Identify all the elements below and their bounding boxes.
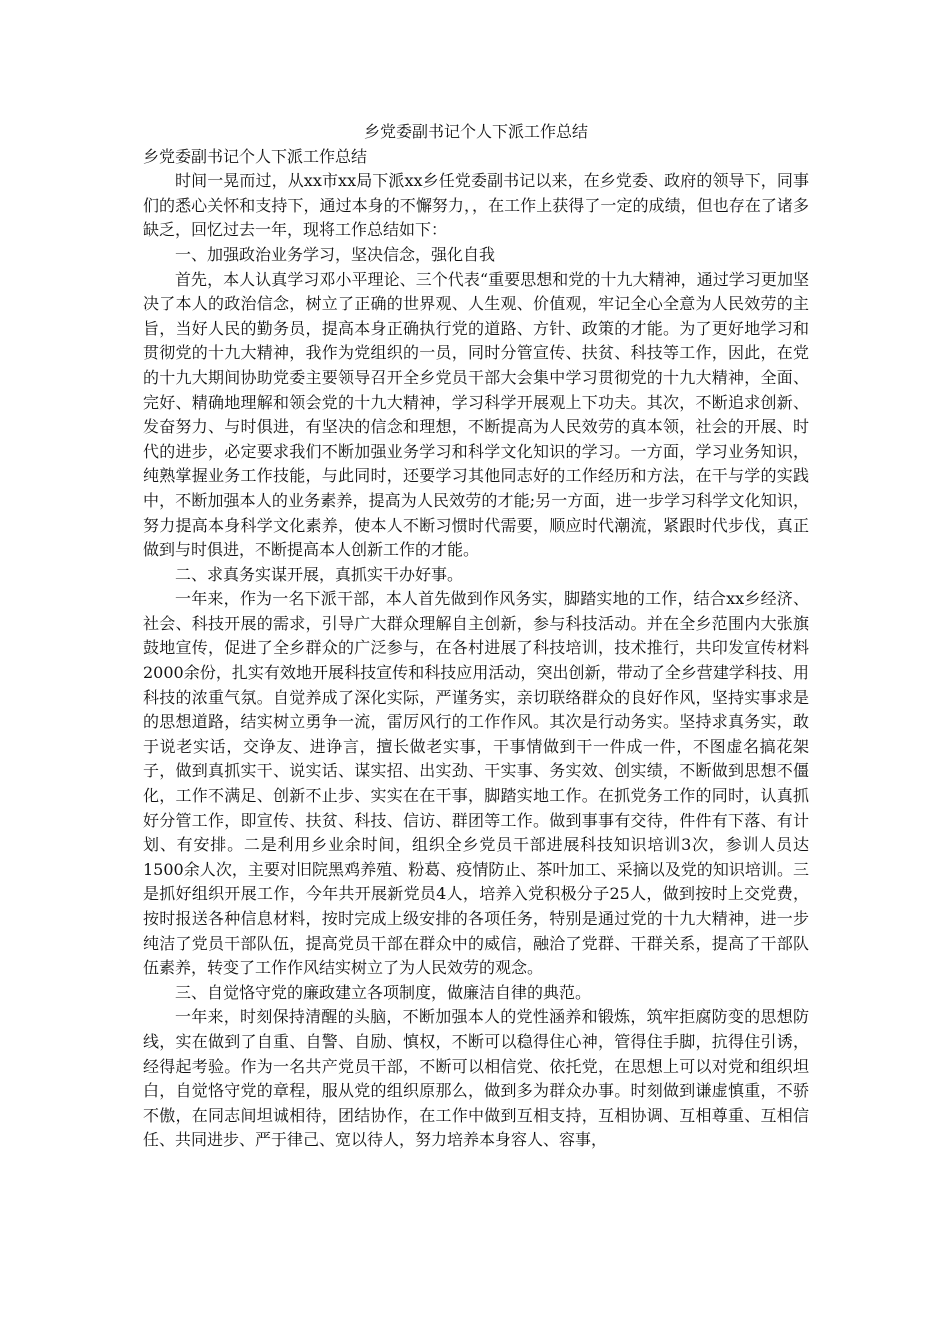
section-3-heading: 三、自觉恪守党的廉政建立各项制度，做廉洁自律的典范。 <box>175 982 592 1002</box>
document-subtitle: 乡党委副书记个人下派工作总结 <box>143 146 368 166</box>
section-2-heading: 二、求真务实谋开展，真抓实干办好事。 <box>175 564 464 584</box>
section-3-paragraph: 一年来，时刻保持清醒的头脑，不断加强本人的党性涵养和锻炼，筑牢拒腐防变的思想防线，实在做到了自重、自警、自励、慎权，不断可以稳得住心神，管得住手脚，抗得住引诱，经得起考验。作为一名共产党员干部，不断可以相信党、依托党，在思想上可以对党和组织坦白，自觉恪守党的章程，服从党的组织原那么，做到多为群众办事。时刻做到谦虚慎重，不骄不傲，在同志间坦诚相待，团结协作，在工作中做到互相支持，互相协调、互相尊重、互相信任、共同进步、严于律己、宽以待人，努力培养本身容人、容事， <box>143 1007 809 1150</box>
section-1-paragraph: 首先，本人认真学习邓小平理论、三个代表“重要思想和党的十九大精神，通过学习更加坚决了本人的政治信念，树立了正确的世界观、人生观、价值观，牢记全心全意为人民效劳的主旨，当好人民的勤务员，提高本身正确执行党的道路、方针、政策的才能。为了更好地学习和贯彻党的十九大精神，我作为党组织的一员，同时分管宣传、扶贫、科技等工作，因此，在党的十九大期间协助党委主要领导召开全乡党员干部大会集中学习贯彻党的十九大精神，全面、完好、精确地理解和领会党的十九大精神，学习科学开展观上下功夫。其次，不断追求创新、发奋努力、与时俱进，有坚决的信念和理想，不断提高为人民效劳的真本领，社会的开展、时代的进步，必定要求我们不断加强业务学习和科学文化知识的学习。一方面，学习业务知识，纯熟掌握业务工作技能，与此同时，还要学习其他同志好的工作经历和方法，在干与学的实践中，不断加强本人的业务素养，提高为人民效劳的才能;另一方面，进一步学习科学文化知识，努力提高本身科学文化素养，使本人不断习惯时代需要，顺应时代潮流，紧跟时代步伐，真正做到与时俱进，不断提高本人创新工作的才能。 <box>143 269 809 560</box>
document-title: 乡党委副书记个人下派工作总结 <box>363 122 588 141</box>
section-1-heading: 一、加强政治业务学习，坚决信念，强化自我 <box>175 244 496 264</box>
section-2-paragraph: 一年来，作为一名下派干部，本人首先做到作风务实，脚踏实地的工作，结合xx乡经济、社会、科技开展的需求，引导广大群众理解自主创新，参与科技活动。并在全乡范围内大张旗鼓地宣传，促进了全乡群众的广泛参与，在各村进展了科技培训，技术推行，共印发宣传材料2000余份，扎实有效地开展科技宣传和科技应用活动，突出创新，带动了全乡营建学科技、用科技的浓重气氛。自觉养成了深化实际，严谨务实，亲切联络群众的良好作风，坚持实事求是的思想道路，结实树立勇争一流，雷厉风行的工作作风。其次是行动务实。坚持求真务实，敢于说老实话，交诤友、进诤言，擅长做老实事，干事情做到干一件成一件，不图虚名搞花架子，做到真抓实干、说实话、谋实招、出实劲、干实事、务实效、创实绩，不断做到思想不僵化，工作不满足、创新不止步、实实在在干事，脚踏实地工作。在抓党务工作的同时，认真抓好分管工作，即宣传、扶贫、科技、信访、群团等工作。做到事事有交待，件件有下落、有计划、有安排。二是利用乡业余时间，组织全乡党员干部进展科技知识培训3次，参训人员达1500余人次，主要对旧院黑鸡养殖、粉葛、疫情防止、茶叶加工、采摘以及党的知识培训。三是抓好组织开展工作，今年共开展新党员4人，培养入党积极分子25人，做到按时上交党费，按时报送各种信息材料，按时完成上级安排的各项任务，特别是通过党的十九大精神，进一步纯洁了党员干部队伍，提高党员干部在群众中的威信，融洽了党群、干群关系，提高了干部队伍素养，转变了工作作风结实树立了为人民效劳的观念。 <box>143 589 809 978</box>
document-page <box>143 120 809 1153</box>
intro-paragraph: 时间一晃而过，从xx市xx局下派xx乡任党委副书记以来，在乡党委、政府的领导下，同事们的悉心关怀和支持下，通过本身的不懈努力，，在工作上获得了一定的成绩，但也存在了诸多缺乏，回忆过去一年，现将工作总结如下： <box>143 171 809 240</box>
